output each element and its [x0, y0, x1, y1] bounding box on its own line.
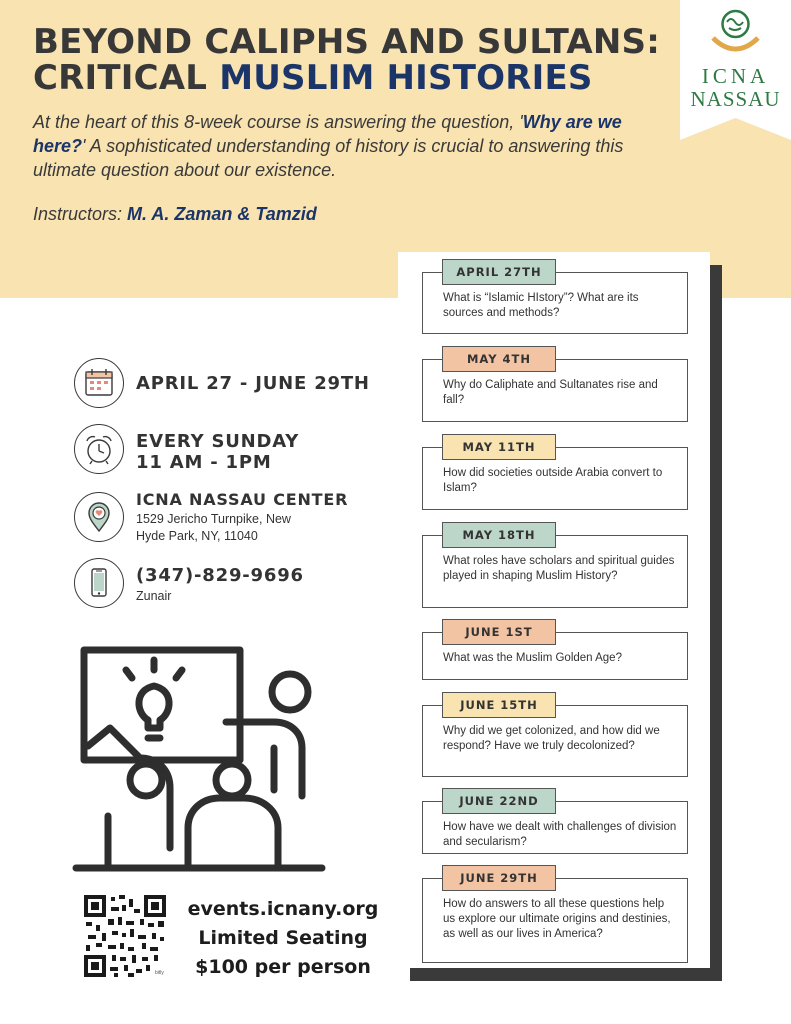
address-line-2: Hyde Park, NY, 11040	[136, 529, 258, 543]
classroom-illustration	[68, 640, 338, 880]
qr-code[interactable]	[84, 895, 166, 977]
course-day: EVERY SUNDAY	[136, 431, 300, 452]
qr-caption: bitly	[155, 970, 164, 976]
session-question: Why do Caliphate and Sultanates rise and fall?	[443, 379, 658, 406]
session-date-tag: APRIL 27TH	[442, 259, 556, 285]
session-date-tag: JUNE 29TH	[442, 865, 556, 891]
session-question: How did societies outside Arabia convert to Islam?	[443, 467, 663, 494]
course-dates: APRIL 27 - JUNE 29TH	[136, 373, 370, 394]
session-question: How have we dealt with challenges of division and secularism?	[443, 821, 677, 848]
venue-name: ICNA NASSAU CENTER	[136, 490, 349, 509]
lightbulb-icon	[126, 660, 182, 738]
session-question: Why did we get colonized, and how did we respond? Have we truly decolonized?	[443, 725, 660, 752]
session-date-tag: MAY 18TH	[442, 522, 556, 548]
address-line-1: 1529 Jericho Turnpike, New	[136, 512, 291, 526]
whiteboard	[84, 650, 240, 760]
session-question: How do answers to all these questions help us explore our ultimate origins and destinies, as well as our lives in America?	[443, 898, 671, 940]
session-question: What is “Islamic HIstory”? What are its sources and methods?	[443, 292, 639, 319]
title-line-1: BEYOND CALIPHS AND SULTANS:	[33, 22, 661, 62]
intro-before: At the heart of this 8-week course is answering the question, '	[33, 112, 523, 132]
instructors-label: Instructors:	[33, 204, 128, 224]
session-date-tag: JUNE 22ND	[442, 788, 556, 814]
session-question: What was the Muslim Golden Age?	[443, 652, 622, 664]
phone-number[interactable]: (347)-829-9696	[136, 565, 304, 586]
logo-line-1: ICNA	[701, 64, 770, 88]
intro-question: Why are we here?	[33, 112, 622, 156]
limited-seating: Limited Seating	[198, 927, 368, 949]
session-question: What roles have scholars and spiritual guides played in shaping Muslim History?	[443, 555, 675, 582]
phone-icon	[74, 558, 124, 608]
intro-after: ' A sophisticated understanding of history is crucial to answering this ultimate question about our existence.	[33, 136, 624, 180]
logo-line-2: NASSAU	[690, 87, 781, 111]
course-intro	[33, 110, 633, 182]
session-date-tag: JUNE 15TH	[442, 692, 556, 718]
calendar-icon	[74, 358, 124, 408]
course-time: 11 AM - 1PM	[136, 452, 272, 473]
student-figures	[76, 728, 322, 868]
title-line-2-prefix: CRITICAL	[33, 58, 220, 98]
website-link[interactable]: events.icnany.org	[187, 898, 379, 920]
session-date-tag: MAY 11TH	[442, 434, 556, 460]
session-date-tag: JUNE 1ST	[442, 619, 556, 645]
title-line-2-accent: MUSLIM HISTORIES	[219, 58, 593, 98]
alarm-clock-icon	[74, 424, 124, 474]
instructors	[33, 204, 317, 225]
instructors-names: M. A. Zaman & Tamzid	[127, 204, 317, 224]
session-date-tag: MAY 4TH	[442, 346, 556, 372]
location-pin-icon	[74, 492, 124, 542]
price: $100 per person	[195, 956, 371, 978]
page-title	[33, 24, 660, 96]
contact-name: Zunair	[136, 589, 172, 603]
